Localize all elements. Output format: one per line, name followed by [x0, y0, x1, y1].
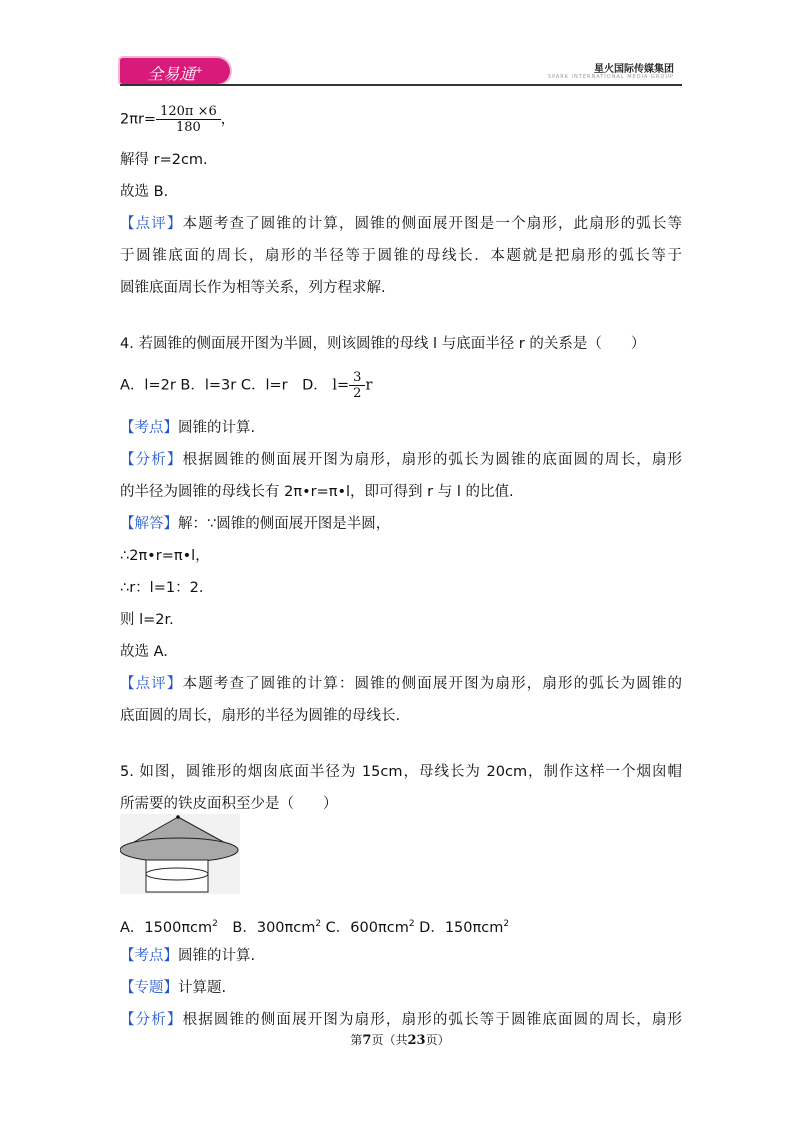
page-header	[0, 0, 800, 100]
q5-topic-line: 【专题】计算题.	[120, 980, 227, 996]
page-footer: 第7页（共23页）	[350, 1033, 450, 1048]
q4-answer-line: 则 l=2r.	[120, 612, 174, 628]
equation-fraction: $\frac{120\pi \times 6}{180}$	[156, 104, 221, 135]
cone-apex	[176, 815, 180, 819]
chimney-cap-figure	[120, 814, 240, 894]
publisher-name: 星火国际传媒集团	[594, 64, 674, 75]
question-4-options: A．l=2r B．l=3r C．l=r D． l= $\frac{3}{2}$ r	[120, 370, 373, 401]
brand-logo: 全易通+	[120, 58, 230, 84]
solve-line: 解得 r=2cm.	[120, 152, 208, 168]
q4-analysis-line: 【分析】根据圆锥的侧面展开图为扇形，扇形的弧长为圆锥的底面圆的周长，扇形	[120, 452, 683, 468]
q4-point-line: 【考点】圆锥的计算.	[120, 420, 256, 436]
equation-line: 2πr= $\frac{120\pi \times 6}{180}$ ，	[120, 104, 236, 135]
cone-base	[120, 838, 238, 862]
comment-tag: 【点评】	[120, 216, 183, 232]
chimney-pipe	[146, 860, 208, 892]
header-divider	[120, 84, 682, 86]
question-5-text: 所需要的铁皮面积至少是（ ）	[120, 796, 338, 812]
comment-line: 【点评】本题考查了圆锥的计算，圆锥的侧面展开图是一个扇形，此扇形的弧长等	[120, 216, 683, 232]
q4-analysis-line: 的半径为圆锥的母线长有 2π•r=π•l，即可得到 r 与 l 的比值.	[120, 484, 514, 500]
comment-line: 于圆锥底面的周长，扇形的半径等于圆锥的母线长．本题就是把扇形的弧长等于	[120, 248, 682, 264]
q4-choose-line: 故选 A.	[120, 644, 168, 660]
question-4-text: 4. 若圆锥的侧面展开图为半圆，则该圆锥的母线 l 与底面半径 r 的关系是（ ）	[120, 336, 646, 352]
question-5-options: A．1500πcm$^2$ B．300πcm$^2$ C．600πcm$^2$ D．150πcm$^2$	[120, 919, 510, 936]
publisher-subtitle: SPARK INTERNATIONAL MEDIA GROUP	[547, 74, 674, 80]
question-5-text: 5. 如图，圆锥形的烟囱底面半径为 15cm，母线长为 20cm，制作这样一个烟囱帽	[120, 764, 682, 780]
choose-line: 故选 B.	[120, 184, 169, 200]
q5-analysis-line: 【分析】根据圆锥的侧面展开图为扇形，扇形的弧长等于圆锥底面圆的周长，扇形	[120, 1012, 683, 1028]
page-total: 23	[407, 1033, 426, 1048]
q5-point-line: 【考点】圆锥的计算.	[120, 948, 256, 964]
comment-line: 圆锥底面周长作为相等关系，列方程求解.	[120, 280, 386, 296]
q4-answer-line: ∴r：l=1：2.	[120, 580, 204, 596]
q4-answer-line: 【解答】解：∵圆锥的侧面展开图是半圆，	[120, 516, 391, 532]
q4-answer-line: ∴2π•r=π•l，	[120, 548, 210, 564]
option-d-fraction: $\frac{3}{2}$	[349, 370, 365, 401]
q4-comment-line: 底面圆的周长，扇形的半径为圆锥的母线长.	[120, 708, 401, 724]
page-number: 7	[362, 1033, 372, 1048]
q4-comment-line: 【点评】本题考查了圆锥的计算：圆锥的侧面展开图为扇形，扇形的弧长为圆锥的	[120, 676, 683, 692]
